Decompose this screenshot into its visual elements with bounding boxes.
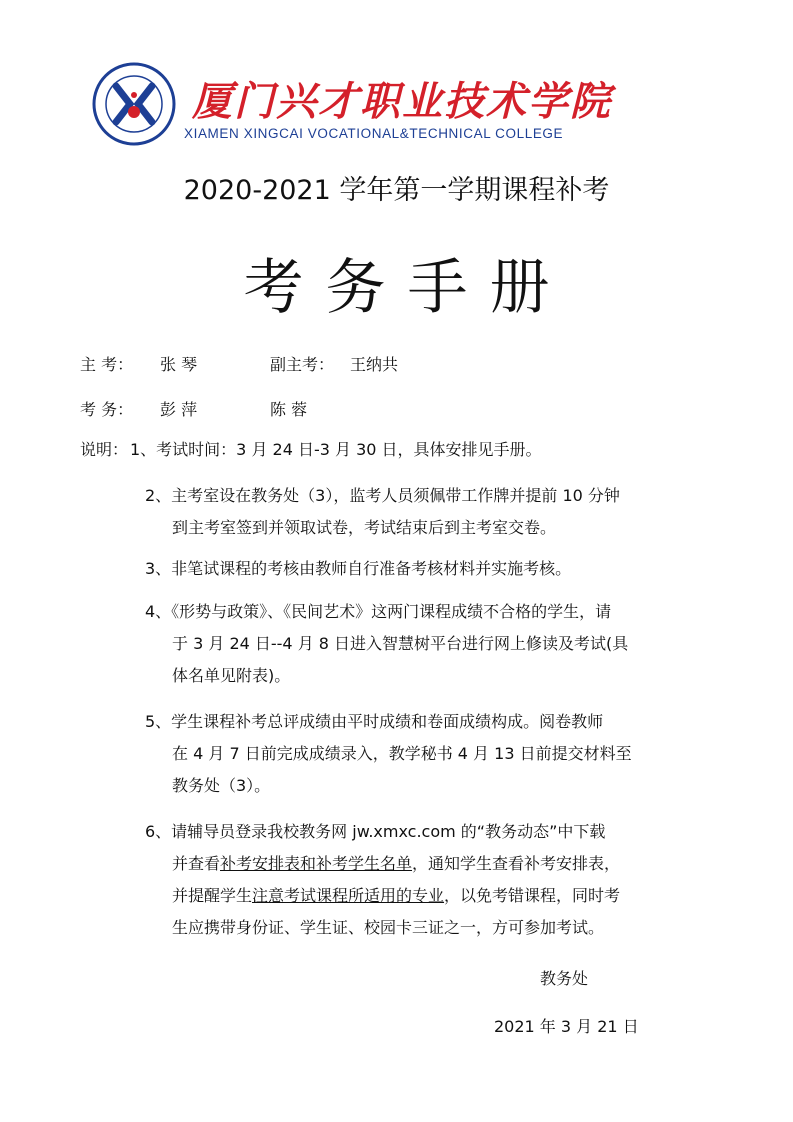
chief-examiner-label: 主 考： [80, 355, 134, 374]
note-item-6-line-3 [145, 880, 620, 912]
note-item-6-line-2-end: ，通知学生查看补考安排表， [412, 854, 621, 873]
note-item-6-line-2-start: 并查看 [172, 854, 221, 873]
note-item-4 [145, 596, 628, 692]
notes-label: 说明： [80, 440, 129, 459]
school-emblem-icon [92, 62, 176, 146]
note-item-1: 1、考试时间：3 月 24 日-3 月 30 日，具体安排见手册。 [130, 440, 542, 459]
document-title: 考务手册 [243, 253, 572, 323]
note-item-4-line-3: 体名单见附表)。 [172, 666, 291, 685]
chief-examiner-name: 张 琴 [160, 355, 198, 374]
note-item-5 [145, 706, 632, 802]
deputy-examiner-label: 副主考： [270, 355, 335, 374]
school-name-cn: 厦门兴才职业技术学院 [192, 78, 612, 125]
note-item-6-line-4: 生应携带身份证、学生证、校园卡三证之一，方可参加考试。 [172, 918, 605, 937]
note-item-4-line-2: 于 3 月 24 日--4 月 8 日进入智慧树平台进行网上修读及考试(具 [172, 634, 629, 653]
school-name-en: XIAMEN XINGCAI VOCATIONAL&TECHNICAL COLLEGE [184, 126, 564, 141]
affairs-label: 考 务： [80, 400, 134, 419]
note-item-4-line-1: 4、《形势与政策》、《民间艺术》这两门课程成绩不合格的学生，请 [145, 602, 612, 621]
note-item-6-line-3-start: 并提醒学生 [172, 886, 253, 905]
note-item-5-line-2: 在 4 月 7 日前完成成绩录入，教学秘书 4 月 13 日前提交材料至 [172, 744, 632, 763]
note-item-2 [145, 480, 620, 544]
deputy-examiner-name: 王纳共 [350, 355, 399, 374]
note-item-2-line-2: 到主考室签到并领取试卷，考试结束后到主考室交卷。 [172, 518, 557, 537]
note-item-6-line-1: 6、请辅导员登录我校教务网 jw.xmxc.com 的“教务动态”中下载 [145, 822, 606, 841]
note-item-2-line-1: 2、主考室设在教务处（3），监考人员须佩带工作牌并提前 10 分钟 [145, 486, 620, 505]
note-item-6-line-3-end: ，以免考错课程，同时考 [444, 886, 621, 905]
note-item-5-line-1: 5、学生课程补考总评成绩由平时成绩和卷面成绩构成。阅卷教师 [145, 712, 604, 731]
document-subtitle: 2020-2021 学年第一学期课程补考 [183, 175, 610, 206]
signature-date: 2021 年 3 月 21 日 [494, 1017, 639, 1036]
note-item-6-line-2 [145, 848, 620, 880]
school-header [92, 62, 652, 152]
applicable-majors-note: 注意考试课程所适用的专业 [252, 886, 445, 905]
schedule-and-student-list-link: 补考安排表和补考学生名单 [220, 854, 413, 873]
note-item-5-line-3: 教务处（3）。 [172, 776, 271, 795]
affairs-name-2: 陈 蓉 [270, 400, 308, 419]
affairs-name-1: 彭 萍 [160, 400, 198, 419]
note-item-3: 3、非笔试课程的考核由教师自行准备考核材料并实施考核。 [145, 559, 572, 578]
note-item-6 [145, 816, 620, 944]
signature-office: 教务处 [540, 969, 589, 988]
